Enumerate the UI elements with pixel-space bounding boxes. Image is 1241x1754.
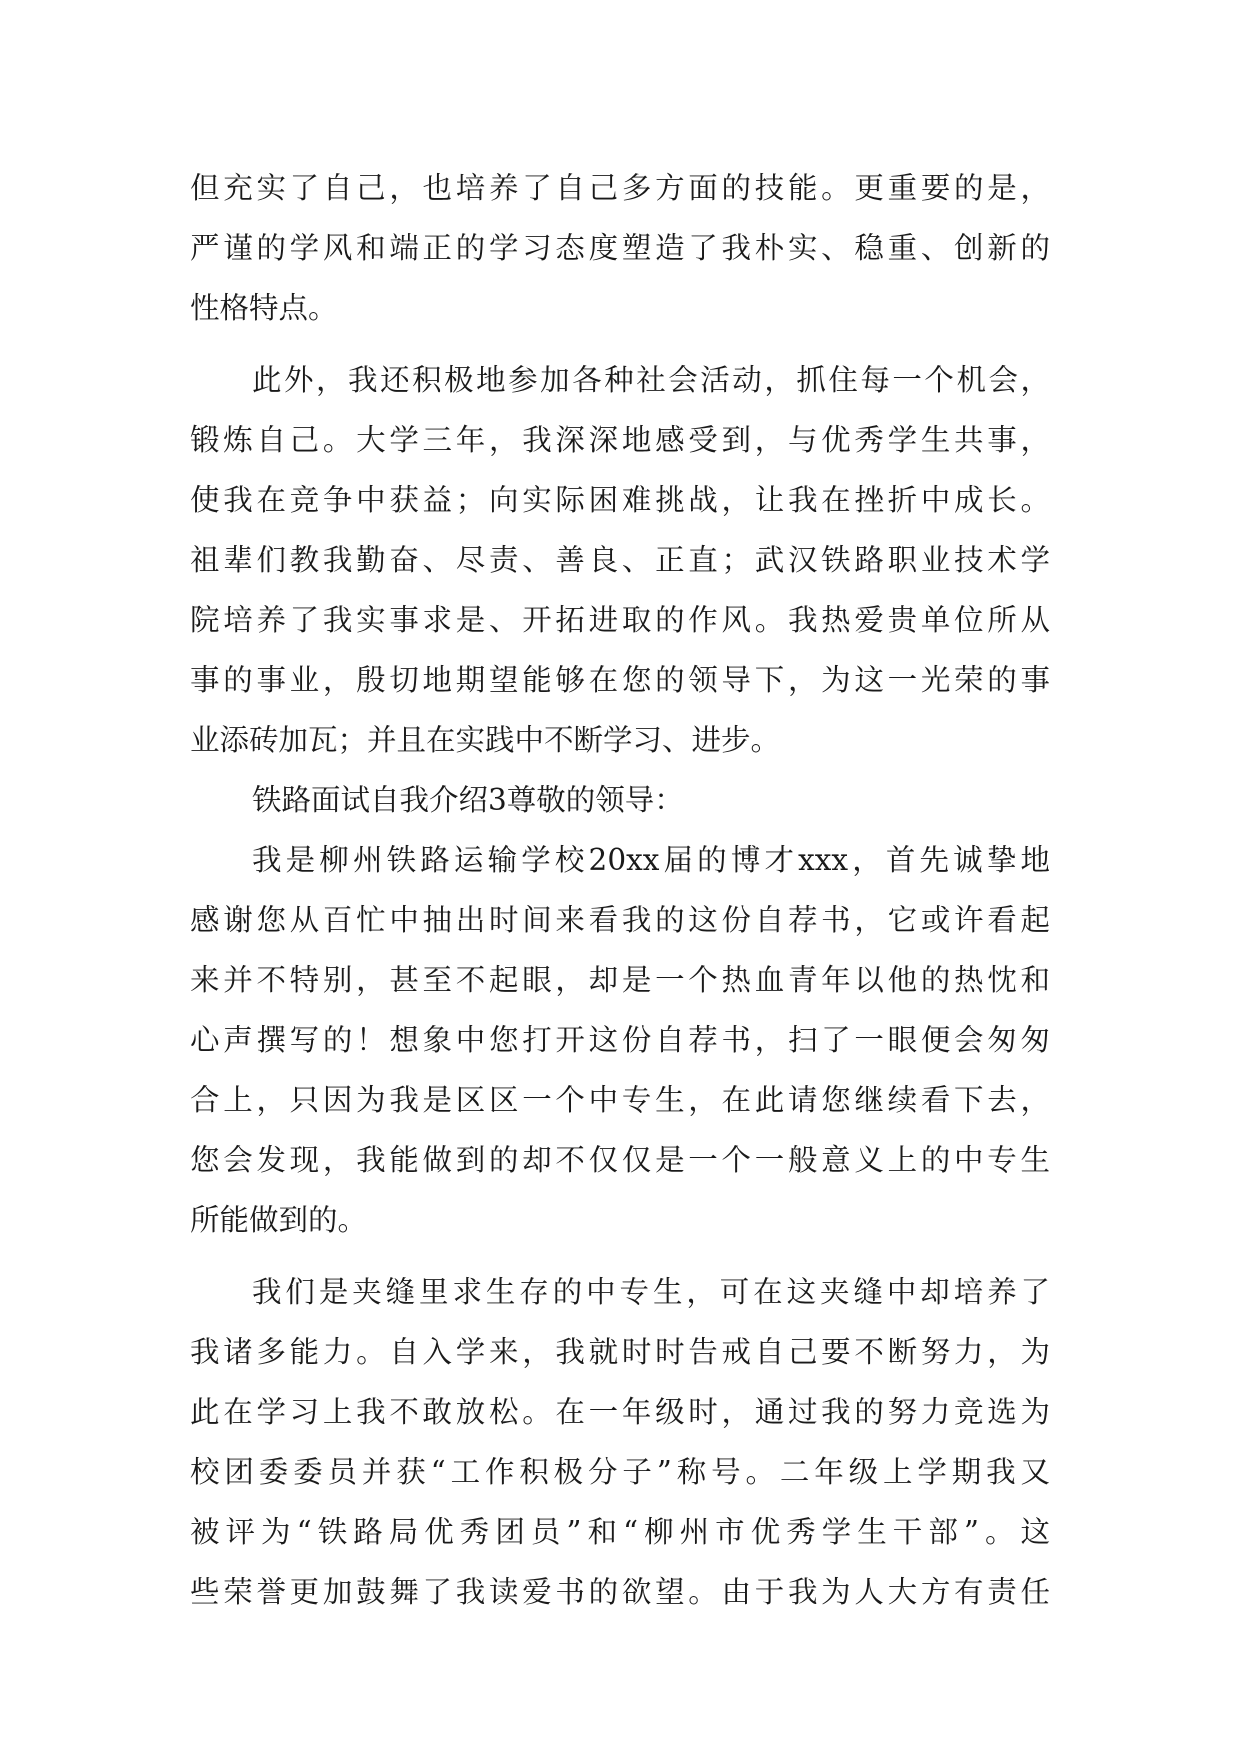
text-line: 业添砖加瓦；并且在实践中不断学习、进步。 (190, 723, 781, 757)
paragraph (190, 770, 1050, 830)
text-line: 些荣誉更加鼓舞了我读爱书的欲望。由于我为人大方有责任 (190, 1575, 1050, 1609)
paragraph (190, 830, 1050, 1250)
section-heading: 铁路面试自我介绍3尊敬的领导： (252, 783, 684, 817)
text-line: 事的事业，殷切地期望能够在您的领导下，为这一光荣的事 (190, 663, 1050, 697)
text-line: 但充实了自己，也培养了自己多方面的技能。更重要的是， (190, 171, 1050, 205)
paragraph (190, 1262, 1050, 1622)
text-line: 使我在竞争中获益；向实际困难挑战，让我在挫折中成长。 (190, 483, 1050, 517)
text-line: 锻炼自己。大学三年，我深深地感受到，与优秀学生共事， (190, 423, 1050, 457)
paragraph (190, 350, 1050, 770)
document-body (190, 158, 1050, 1622)
text-line: 祖辈们教我勤奋、尽责、善良、正直；武汉铁路职业技术学 (190, 543, 1050, 577)
text-line: 我是柳州铁路运输学校20xx届的博才xxx，首先诚挚地 (252, 843, 1050, 877)
text-line: 此在学习上我不敢放松。在一年级时，通过我的努力竞选为 (190, 1395, 1050, 1429)
text-line: 校团委委员并获“工作积极分子”称号。二年级上学期我又 (190, 1455, 1050, 1489)
text-line: 此外，我还积极地参加各种社会活动，抓住每一个机会， (252, 363, 1050, 397)
text-line: 被评为“铁路局优秀团员”和“柳州市优秀学生干部”。这 (190, 1515, 1050, 1549)
text-line: 性格特点。 (190, 291, 338, 325)
text-line: 我诸多能力。自入学来，我就时时告戒自己要不断努力，为 (190, 1335, 1050, 1369)
text-line: 严谨的学风和端正的学习态度塑造了我朴实、稳重、创新的 (190, 231, 1050, 265)
paragraph (190, 158, 1050, 338)
text-line: 心声撰写的！想象中您打开这份自荐书，扫了一眼便会匆匆 (190, 1023, 1050, 1057)
text-line: 合上，只因为我是区区一个中专生，在此请您继续看下去， (190, 1083, 1050, 1117)
text-line: 您会发现，我能做到的却不仅仅是一个一般意义上的中专生 (190, 1143, 1050, 1177)
text-line: 院培养了我实事求是、开拓进取的作风。我热爱贵单位所从 (190, 603, 1050, 637)
text-line: 来并不特别，甚至不起眼，却是一个热血青年以他的热忱和 (190, 963, 1050, 997)
text-line: 感谢您从百忙中抽出时间来看我的这份自荐书，它或许看起 (190, 903, 1050, 937)
text-line: 所能做到的。 (190, 1203, 368, 1237)
text-line: 我们是夹缝里求生存的中专生，可在这夹缝中却培养了 (252, 1275, 1050, 1309)
